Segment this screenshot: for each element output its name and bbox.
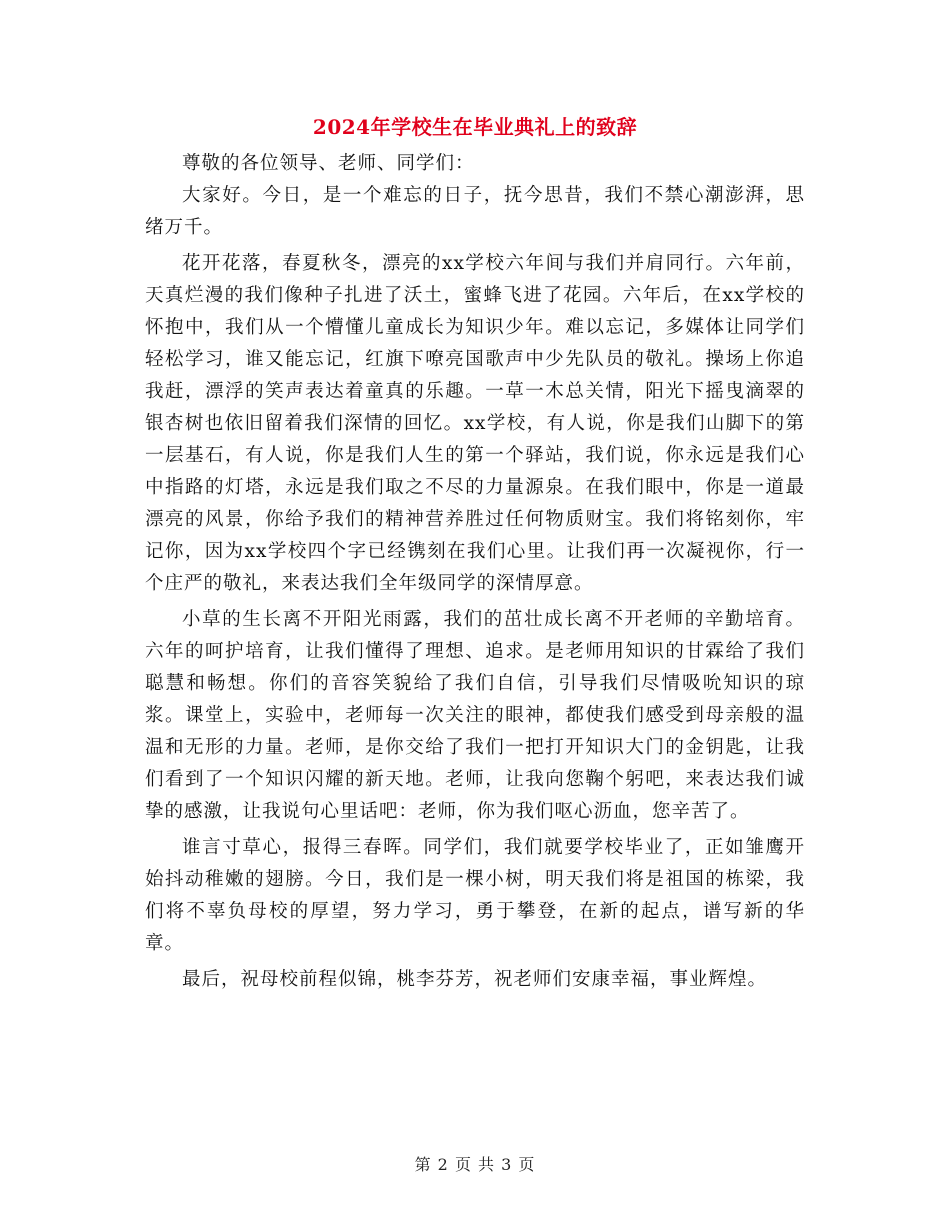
greeting-paragraph: 大家好。今日，是一个难忘的日子，抚今思昔，我们不禁心潮澎湃，思绪万千。: [145, 185, 805, 238]
document-title: 2024年学校生在毕业典礼上的致辞: [312, 115, 638, 139]
future-aspiration-paragraph: 谁言寸草心，报得三春晖。同学们，我们就要学校毕业了，正如雏鹰开始抖动稚嫩的翅膀。今日，我们是一棵小树，明天我们将是祖国的栋梁，我们将不辜负母校的厚望，努力学习，勇于攀登，在新的起点，谱写新的华章。: [145, 837, 805, 954]
page-number-footer: 第 2 页 共 3 页: [414, 1155, 536, 1174]
teacher-gratitude-paragraph: 小草的生长离不开阳光雨露，我们的茁壮成长离不开老师的辛勤培育。六年的呵护培育，让我们懂得了理想、追求。是老师用知识的甘霖给了我们聪慧和畅想。你们的音容笑貌给了我们自信，引导我们尽情吸吮知识的琼浆。课堂上，实验中，老师每一次关注的眼神，都使我们感受到母亲般的温温和无形的力量。老师，是你交给了我们一把打开知识大门的金钥匙，让我们看到了一个知识闪耀的新天地。老师，让我向您鞠个躬吧，来表达我们诚挚的感激，让我说句心里话吧：老师，你为我们呕心沥血，您辛苦了。: [145, 609, 805, 822]
salutation-paragraph: 尊敬的各位领导、老师、同学们：: [182, 153, 475, 174]
closing-wishes-paragraph: 最后，祝母校前程似锦，桃李芬芳，祝老师们安康幸福，事业辉煌。: [182, 969, 768, 990]
school-memories-paragraph: 花开花落，春夏秋冬，漂亮的xx学校六年间与我们并肩同行。六年前，天真烂漫的我们像种子扎进了沃土，蜜蜂飞进了花园。六年后，在xx学校的怀抱中，我们从一个懵懂儿童成长为知识少年。难以忘记，多媒体让同学们轻松学习，谁又能忘记，红旗下嘹亮国歌声中少先队员的敬礼。操场上你追我赶，漂浮的笑声表达着童真的乐趣。一草一木总关情，阳光下摇曳滴翠的银杏树也依旧留着我们深情的回忆。xx学校，有人说，你是我们山脚下的第一层基石，有人说，你是我们人生的第一个驿站，我们说，你永远是我们心中指路的灯塔，永远是我们取之不尽的力量源泉。在我们眼中，你是一道最漂亮的风景，你给予我们的精神营养胜过任何物质财宝。我们将铭刻你，牢记你，因为xx学校四个字已经镌刻在我们心里。让我们再一次凝视你，行一个庄严的敬礼，来表达我们全年级同学的深情厚意。: [145, 253, 805, 594]
document-body: [145, 148, 805, 1000]
